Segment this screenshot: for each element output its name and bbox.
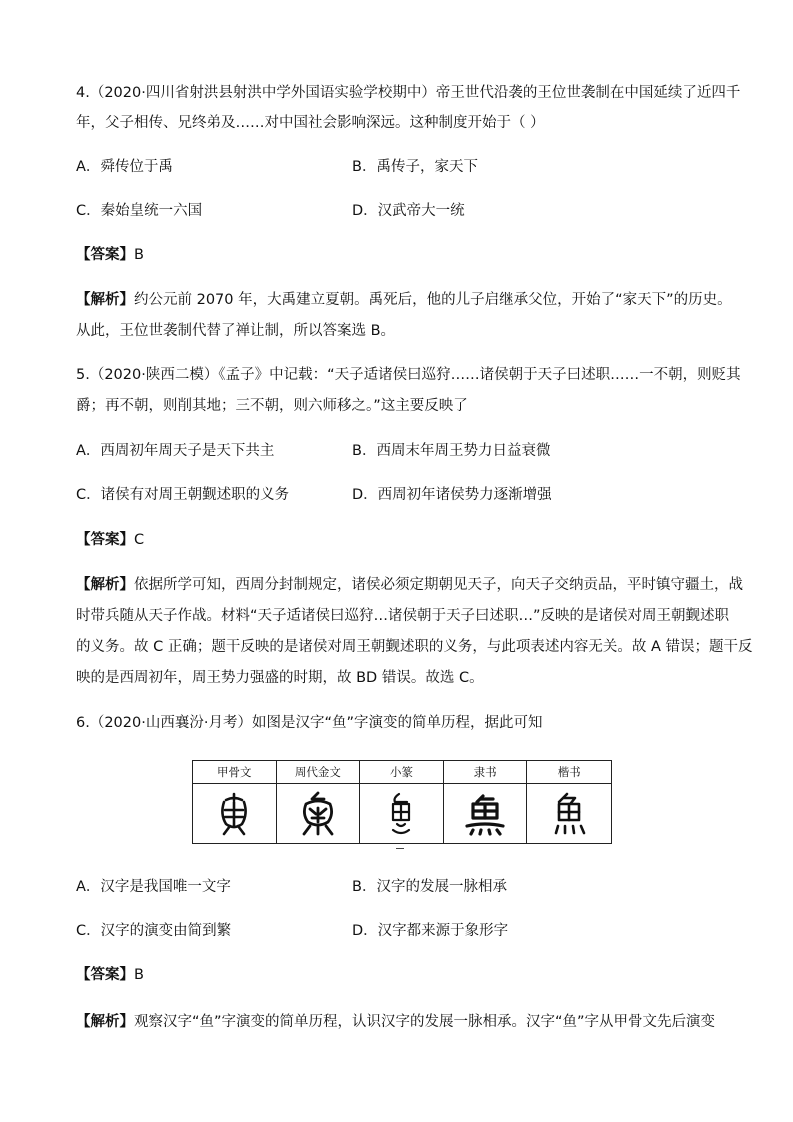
- table-column-oracle: [193, 761, 277, 843]
- bronze-inscription-fish-glyph: [277, 784, 360, 843]
- table-column-clerical: [444, 761, 528, 843]
- regular-script-fish-glyph: [527, 784, 611, 843]
- answer-value: B: [134, 247, 144, 263]
- q5-analysis-line3: 的义务。故 C 正确；题干反映的是诸侯对周王朝觐述职的义务，与此项表述内容无关。故 A 错误；题干反: [76, 639, 753, 655]
- q5-stem-line1: 5.（2020·陕西二模）《孟子》中记载：“天子适诸侯曰巡狩……诸侯朝于天子曰述职……一不朝，则贬其: [76, 367, 741, 383]
- q5-analysis-line1: [76, 575, 743, 595]
- analysis-label: 【解析】: [76, 292, 134, 308]
- answer-label: 【答案】: [76, 532, 134, 548]
- table-column-bronze: [277, 761, 361, 843]
- answer-label: 【答案】: [76, 247, 134, 263]
- q5-option-b: B．西周末年周王势力日益衰微: [352, 443, 551, 459]
- table-header: 楷书: [527, 761, 611, 784]
- q6-answer: [76, 965, 144, 985]
- q6-option-c: C．汉字的演变由简到繁: [76, 923, 232, 939]
- table-column-seal: [360, 761, 444, 843]
- q4-option-b: B．禹传子，家天下: [352, 159, 478, 175]
- analysis-label: 【解析】: [76, 577, 134, 593]
- q4-analysis-line2: 从此，王位世袭制代替了禅让制，所以答案选 B。: [76, 323, 396, 339]
- q4-option-a: A．舜传位于禹: [76, 159, 173, 175]
- table-header: 甲骨文: [193, 761, 276, 784]
- answer-label: 【答案】: [76, 967, 134, 983]
- table-header: 周代金文: [277, 761, 360, 784]
- analysis-label: 【解析】: [76, 1014, 134, 1030]
- answer-value: B: [134, 967, 144, 983]
- table-header: 小篆: [360, 761, 443, 784]
- q4-stem-line1: 4.（2020·四川省射洪县射洪中学外国语实验学校期中）帝王世代沿袭的王位世袭制在中国延续了近四千: [76, 85, 741, 101]
- q5-option-d: D．西周初年诸侯势力逐渐增强: [352, 487, 552, 503]
- analysis-text: 约公元前 2070 年，大禹建立夏朝。禹死后，他的儿子启继承父位，开始了“家天下”的历史。: [134, 292, 732, 308]
- oracle-bone-fish-glyph: [193, 784, 276, 843]
- analysis-text: 观察汉字“鱼”字演变的简单历程，认识汉字的发展一脉相承。汉字“鱼”字从甲骨文先后演变: [134, 1014, 716, 1030]
- q6-analysis-line1: [76, 1012, 715, 1032]
- q6-option-b: B．汉字的发展一脉相承: [352, 879, 507, 895]
- table-column-regular: [527, 761, 611, 843]
- q5-analysis-line2: 时带兵随从天子作战。材料“天子适诸侯曰巡狩…诸侯朝于天子曰述职…”反映的是诸侯对周王朝觐述职: [76, 608, 730, 624]
- clerical-script-fish-glyph: [444, 784, 527, 843]
- q6-option-d: D．汉字都来源于象形字: [352, 923, 509, 939]
- q4-option-c: C．秦始皇统一六国: [76, 203, 203, 219]
- q6-stem-line1: 6.（2020·山西襄汾·月考）如图是汉字“鱼”字演变的简单历程，据此可知: [76, 715, 543, 731]
- q4-stem-line2: 年，父子相传、兄终弟及……对中国社会影响深远。这种制度开始于（ ）: [76, 115, 545, 131]
- q5-option-a: A．西周初年周天子是天下共主: [76, 443, 275, 459]
- q6-option-a: A．汉字是我国唯一文字: [76, 879, 231, 895]
- table-header: 隶书: [444, 761, 527, 784]
- small-seal-fish-glyph: [360, 784, 443, 843]
- q5-answer: [76, 530, 144, 550]
- q4-answer: [76, 245, 144, 265]
- q5-analysis-line4: 映的是西周初年，周王势力强盛的时期，故 BD 错误。故选 C。: [76, 670, 484, 686]
- q4-option-d: D．汉武帝大一统: [352, 203, 465, 219]
- q4-analysis-line1: [76, 290, 732, 310]
- fish-character-evolution-table: [192, 760, 612, 844]
- q5-option-c: C．诸侯有对周王朝觐述职的义务: [76, 487, 290, 503]
- analysis-text: 依据所学可知，西周分封制规定，诸侯必须定期朝见天子，向天子交纳贡品，平时镇守疆土，战: [134, 577, 743, 593]
- figure-divider: [396, 848, 404, 849]
- answer-value: C: [134, 532, 145, 548]
- q5-stem-line2: 爵；再不朝，则削其地；三不朝，则六师移之。”这主要反映了: [76, 398, 468, 414]
